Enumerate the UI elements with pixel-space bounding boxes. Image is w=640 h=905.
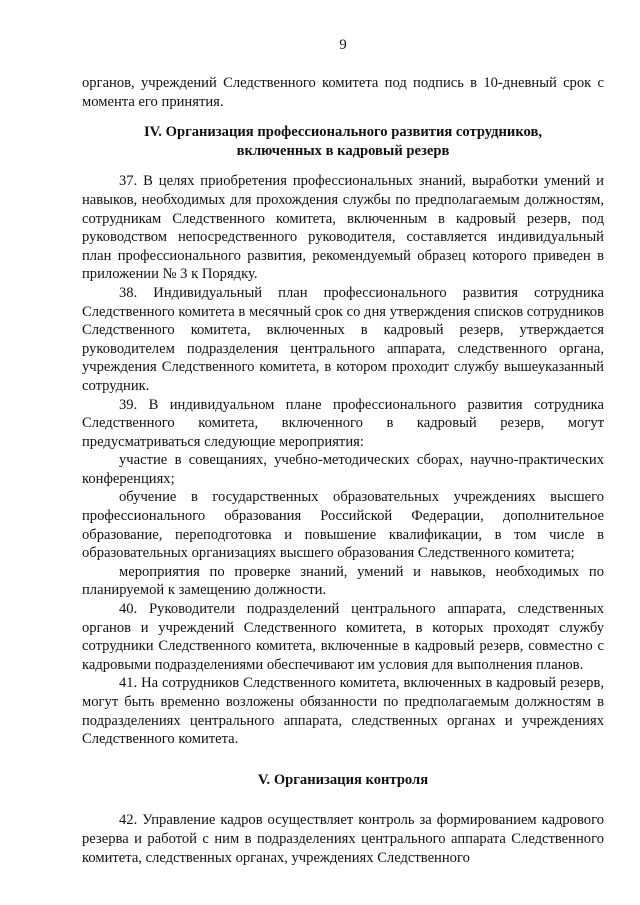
page-number: 9 (339, 37, 347, 53)
paragraph-38: 38. Индивидуальный план профессионального развития сотрудника Следственного комитета в месячный срок со дня утверждения списков сотрудников Следственного комитета, включенных в кадровый резерв, утверждается руководителем подразделения центрального аппарата, следственного органа, учреждения Следственного комитета, в котором проходит службу вышеуказанный сотрудник. (82, 284, 604, 394)
section-5-heading: V. Организация контроля (257, 771, 429, 788)
section-4-heading-line2: включенных в кадровый резерв (236, 142, 450, 159)
paragraph-42: 42. Управление кадров осуществляет контроль за формированием кадрового резерва и работой с ним в подразделениях центрального аппарата Следственного комитета, следственных органах, учреждениях Следственного (82, 812, 604, 866)
paragraph-39-item-3: мероприятия по проверке знаний, умений и навыков, необходимых по планируемой к замещению должности. (82, 563, 604, 599)
paragraph-39-item-2: обучение в государственных образовательных учреждениях высшего профессионального образования Российской Федерации, дополнительное образование, переподготовка и повышение квалификации, в том числе в образовательных организациях высшего образования Следственного комитета; (82, 489, 604, 562)
paragraph-37: 37. В целях приобретения профессиональных знаний, выработки умений и навыков, необходимых для прохождения службы по предполагаемым должностям, сотрудникам Следственного комитета, включенным в кадровый резерв, под руководством непосредственного руководителя, составляется индивидуальный план профессионального развития, рекомендуемый образец которого приведен в приложении № 3 к Порядку. (82, 173, 604, 283)
paragraph-41: 41. На сотрудников Следственного комитета, включенных в кадровый резерв, могут быть временно возложены обязанности по предполагаемым должностям в подразделениях центрального аппарата, следственных органах и учреждениях Следственного комитета. (82, 675, 604, 748)
paragraph-39: 39. В индивидуальном плане профессионального развития сотрудника Следственного комитета, включенного в кадровый резерв, могут предусматриваться следующие мероприятия: (82, 396, 604, 450)
paragraph-39-item-1: участие в совещаниях, учебно-методических сборах, научно-практических конференциях; (82, 452, 604, 487)
intro-paragraph: органов, учреждений Следственного комитета под подпись в 10-дневный срок с момента его принятия. (82, 75, 604, 110)
section-4-heading-line1: IV. Организация профессионального развития сотрудников, (143, 124, 543, 141)
section-4-heading (82, 123, 604, 160)
paragraph-40: 40. Руководители подразделений центрального аппарата, следственных органов и учреждений Следственного комитета, в которых проходят службу сотрудники Следственного комитета, включенные в кадровый резерв, совместно с кадровыми подразделениями обеспечивают им условия для выполнения планов. (82, 601, 604, 673)
